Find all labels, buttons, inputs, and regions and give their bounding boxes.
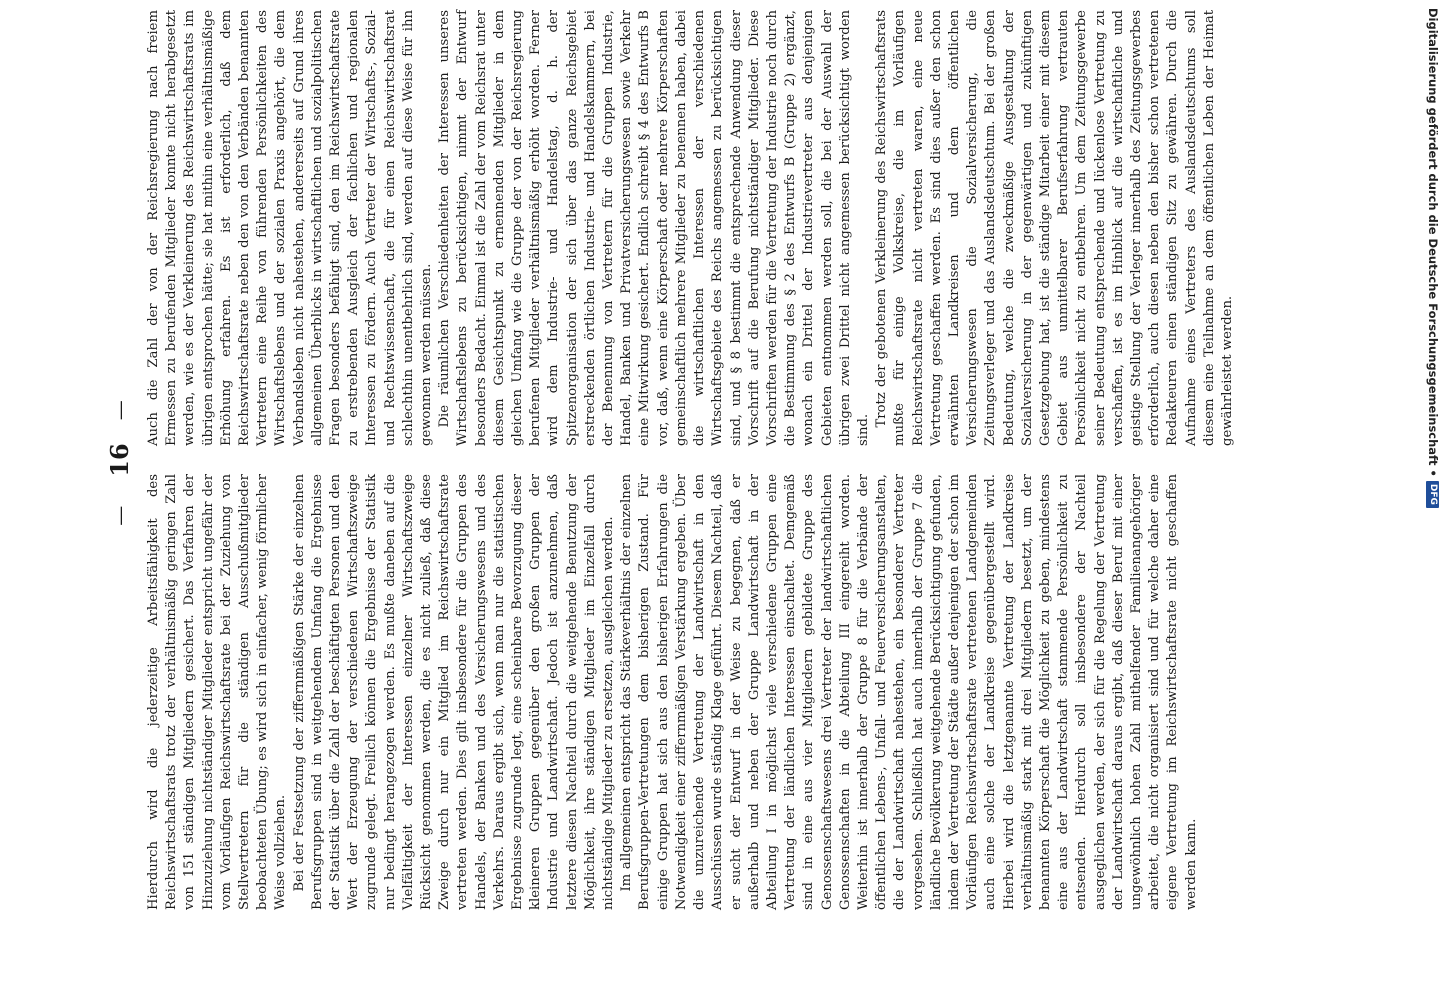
- header-dash-left: —: [107, 499, 132, 526]
- digitization-credit: [1426, 8, 1440, 648]
- paragraph: Bei der Festsetzung der ziffernmäßigen Stärke der einzelnen Berufsgruppen sind in weitgehendem Umfang die Ergebnisse der Statistik über die Zahl der beschäftigten Personen und den Wert der Erzeugung der verschiedenen Wirtschaftszweige zugrunde gelegt. Freilich können die Ergebnisse der Statistik nur bedingt herangezogen werden. Es mußte daneben auf die Vielfältigkeit der Interessen einzelner Wirtschaftszweige Rücksicht genommen werden, die es nicht zuließ, daß diese Zweige durch nur ein Mitglied im Reichswirtschaftsrate vertreten werden. Dies gilt insbesondere für die Gruppen des Handels, der Banken und des Versicherungswesens und des Verkehrs. Daraus ergibt sich, wenn man nur die statistischen Ergebnisse zugrunde legt, eine scheinbare Bevorzugung dieser kleineren Gruppen gegenüber den großen Gruppen der Industrie und Landwirtschaft. Jedoch ist anzunehmen, daß letztere diesen Nachteil durch die weitgehende Benutzung der Möglichkeit, ihre ständigen Mitglieder im Einzelfall durch nichtständige Mitglieder zu ersetzen, ausgleichen werden.: [291, 474, 617, 910]
- text-columns: [145, 10, 1295, 910]
- dfg-logo: DFG: [1427, 481, 1440, 508]
- column-left: [145, 474, 1295, 910]
- paragraph: Auch die Zahl der von der Reichsregierung nach freiem Ermessen zu berufenden Mitglieder konnte nicht herabgesetzt werden, wie es der Verkleinerung des Reichswirtschaftsrats im übrigen entsprochen hätte; sie hat mithin eine verhältnismäßige Erhöhung erfahren. Es ist erforderlich, daß dem Reichswirtschaftsrate neben den von den Verbänden benannten Vertretern eine Reihe von führenden Persönlichkeiten des Wirtschaftslebens und der sozialen Praxis angehört, die dem Verbandsleben nicht nahestehen, andererseits auf Grund ihres allgemeinen Überblicks in wirtschaftlichen und sozialpolitischen Fragen besonders befähigt sind, den im Reichswirtschaftsrate zu erstrebenden Ausgleich der fachlichen und regionalen Interessen zu fördern. Auch Vertreter der Wirtschafts-, Sozial- und Rechtswissenschaft, die für einen Reichswirtschaftsrat schlechthin unentbehrlich sind, werden auf diese Weise für ihn gewonnen werden müssen.: [146, 10, 435, 446]
- paragraph: Im allgemeinen entspricht das Stärkeverhältnis der einzelnen Berufsgruppen-Vertretungen dem bisherigen Zustand. Für einige Gruppen hat sich aus den bisherigen Erfahrungen die Notwendigkeit einer ziffernmäßigen Verstärkung ergeben. Über die unzureichende Vertretung der Landwirtschaft in den Ausschüssen wurde ständig Klage geführt. Diesem Nachteil, daß er sucht der Entwurf in der Weise zu begegnen, daß er außerhalb und neben der Gruppe Landwirtschaft in der Abteilung I in möglichst viele verschiedene Gruppen eine Vertretung der ländlichen Interessen einschaltet. Demgemäß sind in eine aus vier Mitgliedern gebildete Gruppe des Genossenschaftswesens drei Vertreter der landwirtschaftlichen Genossenschaften in die Abteilung III eingereiht worden. Weiterhin ist innerhalb der Gruppe 8 für die Verbände der öffentlichen Lebens-, Unfall- und Feuerversicherungsanstalten, die der Landwirtschaft nahestehen, ein besonderer Vertreter vorgesehen. Schließlich hat auch innerhalb der Gruppe 7 die ländliche Bevölkerung weitgehende Berücksichtigung gefunden, indem der Vertretung der Städte außer denjenigen der schon im Vorläufigen Reichswirtschaftsrate vertretenen Landgemeinden auch eine solche der Landkreise gegenübergestellt wird. Hierbei wird die letztgenannte Vertretung der Landkreise verhältnismäßig stark mit drei Mitgliedern besetzt, um der benannten Körperschaft die Möglichkeit zu geben, mindestens eine aus der Landwirtschaft stammende Persönlichkeit zu entsenden. Hierdurch soll insbesondere der Nachteil ausgeglichen werden, der sich für die Regelung der Vertretung der Landwirtschaft daraus ergibt, daß dieser Beruf mit einer ungewöhnlich hohen Zahl mithelfender Familienangehöriger arbeitet, die nicht organisiert sind und für welche daher eine eigene Vertretung im Reichswirtschaftsrate nicht geschaffen werden kann.: [619, 474, 1199, 910]
- credit-text: Digitalisierung gefördert durch die Deutsche Forschungsgemeinschaft •: [1426, 8, 1440, 477]
- paragraph: Die räumlichen Verschiedenheiten der Interessen unseres Wirtschaftslebens zu berücksichtigen, nimmt der Entwurf besonders Bedacht. Einmal ist die Zahl der vom Reichsrat unter diesem Gesichtspunkt zu ernennenden Mitglieder in dem gleichen Umfang wie die Gruppe der von der Reichsregierung berufenen Mitglieder verhältnismäßig erhöht worden. Ferner wird dem Industrie- und Handelstag, d. h. der Spitzenorganisation der sich über das ganze Reichsgebiet erstreckenden örtlichen Industrie- und Handelskammern, bei der Benennung von Vertretern für die Gruppen Industrie, Handel, Banken und Privatversicherungswesen sowie Verkehr eine Mitwirkung gesichert. Endlich schreibt § 4 des Entwurfs B vor, daß, wenn eine Körperschaft oder mehrere Körperschaften gemeinschaftlich mehrere Mitglieder zu benennen haben, dabei die wirtschaftlichen Interessen der verschiedenen Wirtschaftsgebiete des Reichs angemessen zu berücksichtigen sind, und § 8 bestimmt die entsprechende Anwendung dieser Vorschrift auf die Berufung nichtständiger Mitglieder. Diese Vorschriften werden für die Vertretung der Industrie noch durch die Bestimmung des § 2 des Entwurfs B (Gruppe 2) ergänzt, wonach ein Drittel der Industrievertreter aus denjenigen Gebieten entnommen werden soll, die bei der Auswahl der übrigen zwei Drittel nicht angemessen berücksichtigt worden sind.: [437, 10, 871, 446]
- column-right: [145, 10, 1295, 446]
- rotated-page: [105, 10, 1305, 910]
- page-header: [105, 10, 139, 910]
- paragraph: Hierdurch wird die jederzeitige Arbeitsfähigkeit des Reichswirtschaftsrats trotz der verhältnismäßig geringen Zahl von 151 ständigen Mitgliedern gesichert. Das Verfahren der Hinzuziehung nichtständiger Mitglieder entspricht ungefähr der vom Vorläufigen Reichswirtschaftsrate bei der Zuziehung von Stellvertretern für die ständigen Ausschußmitglieder beobachteten Übung; es wird sich in einfacher, wenig förmlicher Weise vollziehen.: [146, 474, 289, 910]
- paragraph: Trotz der gebotenen Verkleinerung des Reichswirtschaftsrats mußte für einige Volkskreise, die im Vorläufigen Reichswirtschaftsrate nicht vertreten waren, eine neue Vertretung geschaffen werden. Es sind dies außer den schon erwähnten Landkreisen und dem öffentlichen Versicherungswesen die Sozialversicherung, die Zeitungsverleger und das Auslandsdeutschtum. Bei der großen Bedeutung, welche die zweckmäßige Ausgestaltung der Sozialversicherung in der gegenwärtigen und zukünftigen Gesetzgebung hat, ist die ständige Mitarbeit einer mit diesem Gebiet aus unmittelbarer Berufserfahrung vertrauten Persönlichkeit nicht zu entbehren. Um dem Zeitungsgewerbe seiner Bedeutung entsprechende und lückenlose Vertretung zu verschaffen, ist es im Hinblick auf die wirtschaftliche und geistige Stellung der Verleger innerhalb des Zeitungsgewerbes erforderlich, auch diesen neben den bisher schon vertretenen Redakteuren einen ständigen Sitz zu gewähren. Durch die Aufnahme eines Vertreters des Auslandsdeutschtums soll diesem eine Teilnahme an dem öffentlichen Leben der Heimat gewährleistet werden.: [874, 10, 1235, 446]
- page-number: 16: [105, 443, 134, 477]
- header-dash-right: —: [107, 394, 132, 421]
